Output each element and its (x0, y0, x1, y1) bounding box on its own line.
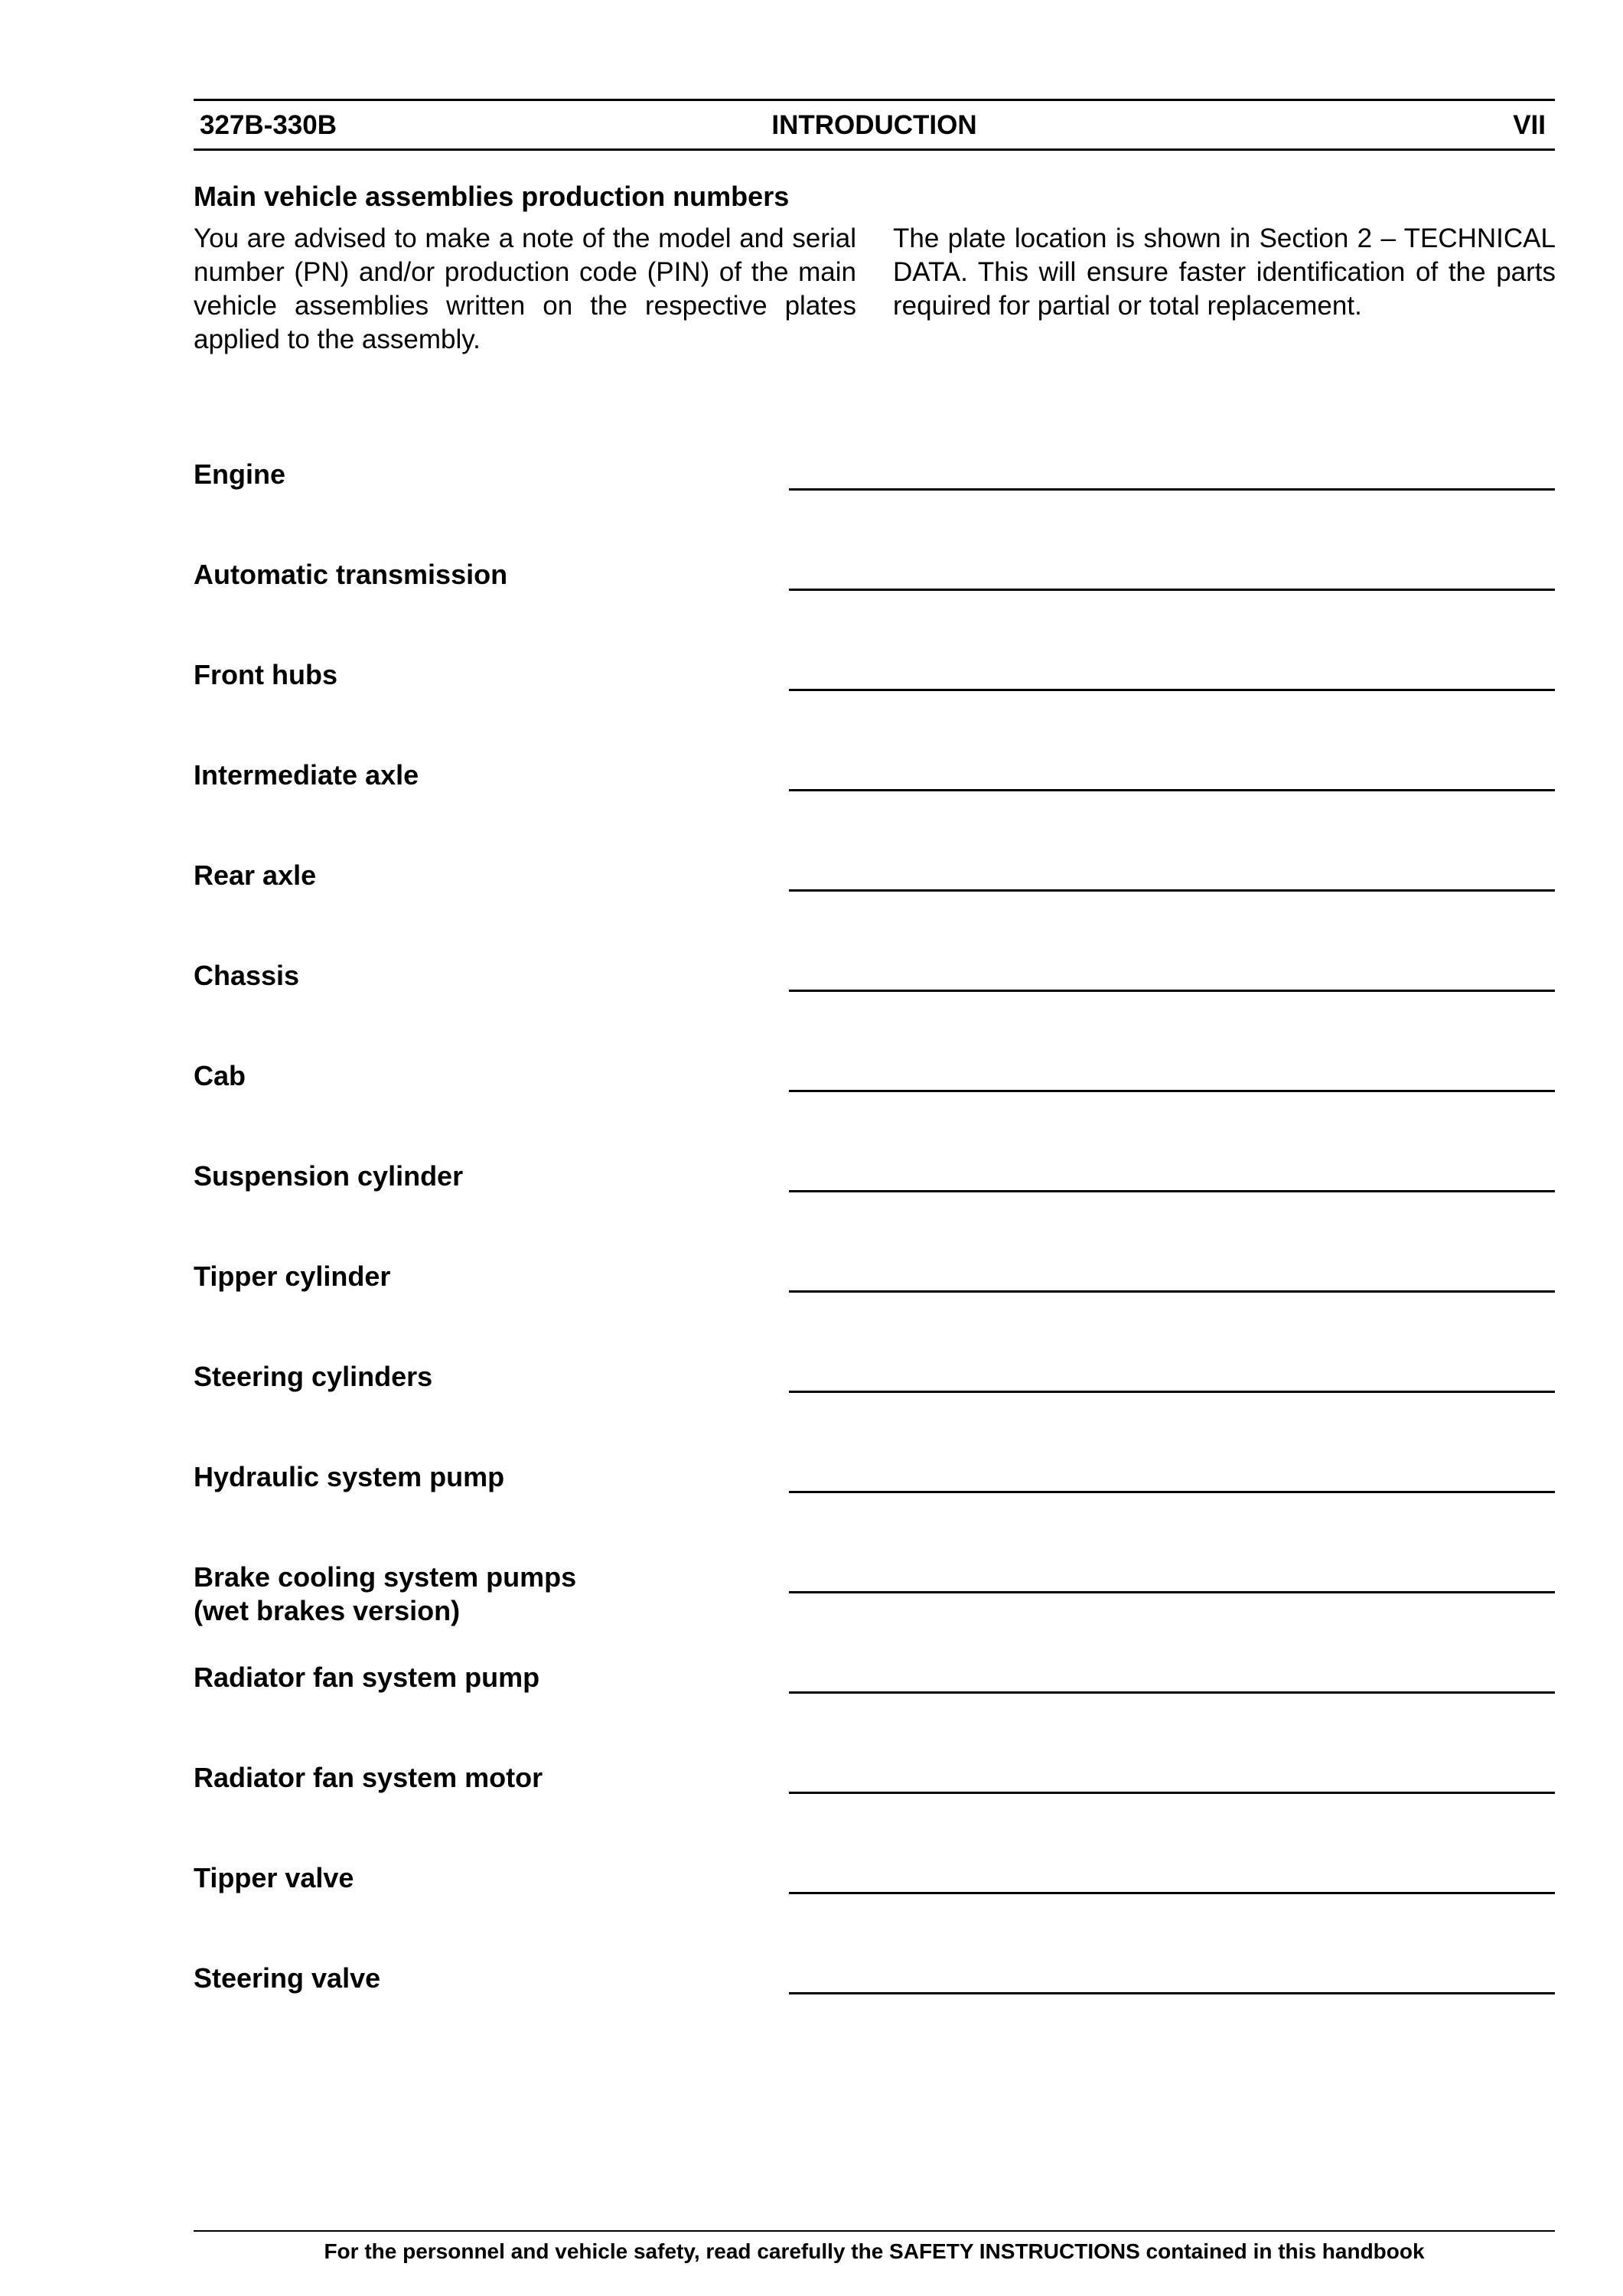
serial-number-fill-line[interactable] (789, 589, 1555, 591)
serial-number-fill-line[interactable] (789, 1792, 1555, 1794)
assembly-label: Cab (194, 1060, 246, 1091)
serial-number-fill-line[interactable] (789, 1591, 1555, 1593)
intro-paragraph-right: The plate location is shown in Section 2 – TECHNICAL DATA. This will ensure faster identification of the parts required for partial or total replacement. (893, 223, 1556, 321)
serial-number-fill-line[interactable] (789, 1090, 1555, 1092)
serial-number-fill-line[interactable] (789, 1290, 1555, 1293)
header-model: 327B-330B (200, 110, 337, 140)
assembly-label: Hydraulic system pump (194, 1461, 505, 1492)
footer-divider (194, 2230, 1555, 2232)
serial-number-fill-line[interactable] (789, 1190, 1555, 1192)
serial-number-fill-line[interactable] (789, 1691, 1555, 1694)
serial-number-fill-line[interactable] (789, 1992, 1555, 1994)
header-page-number: VII (1513, 110, 1546, 140)
serial-number-fill-line[interactable] (789, 689, 1555, 691)
assembly-label: Radiator fan system pump (194, 1662, 540, 1693)
serial-number-fill-line[interactable] (789, 990, 1555, 992)
assembly-label: Brake cooling system pumps (wet brakes version) (194, 1561, 577, 1626)
assembly-label: Front hubs (194, 659, 337, 690)
header-section: INTRODUCTION (771, 110, 977, 140)
page-header (194, 99, 1555, 151)
assembly-label: Steering cylinders (194, 1361, 433, 1392)
serial-number-fill-line[interactable] (789, 488, 1555, 491)
serial-number-fill-line[interactable] (789, 889, 1555, 892)
intro-paragraph-left: You are advised to make a note of the model and serial number (PN) and/or production code (PIN) of the main vehicle assemblies written on the respective plates applied to the assembly. (194, 223, 856, 354)
assembly-label: Chassis (194, 960, 300, 991)
assembly-label: Radiator fan system motor (194, 1762, 543, 1793)
assembly-label: Automatic transmission (194, 559, 508, 590)
assembly-label: Intermediate axle (194, 759, 419, 791)
assembly-label: Suspension cylinder (194, 1160, 464, 1192)
assembly-label: Tipper valve (194, 1862, 354, 1893)
serial-number-fill-line[interactable] (789, 789, 1555, 791)
footer-safety-note: For the personnel and vehicle safety, read carefully the SAFETY INSTRUCTIONS contained in this handbook (324, 2239, 1425, 2263)
serial-number-fill-line[interactable] (789, 1491, 1555, 1493)
assembly-label: Rear axle (194, 859, 317, 891)
assembly-label: Tipper cylinder (194, 1261, 391, 1292)
serial-number-fill-line[interactable] (789, 1892, 1555, 1894)
serial-number-fill-line[interactable] (789, 1391, 1555, 1393)
section-title: Main vehicle assemblies production numbers (194, 181, 790, 212)
assembly-label: Engine (194, 458, 286, 490)
assembly-label: Steering valve (194, 1962, 381, 1994)
